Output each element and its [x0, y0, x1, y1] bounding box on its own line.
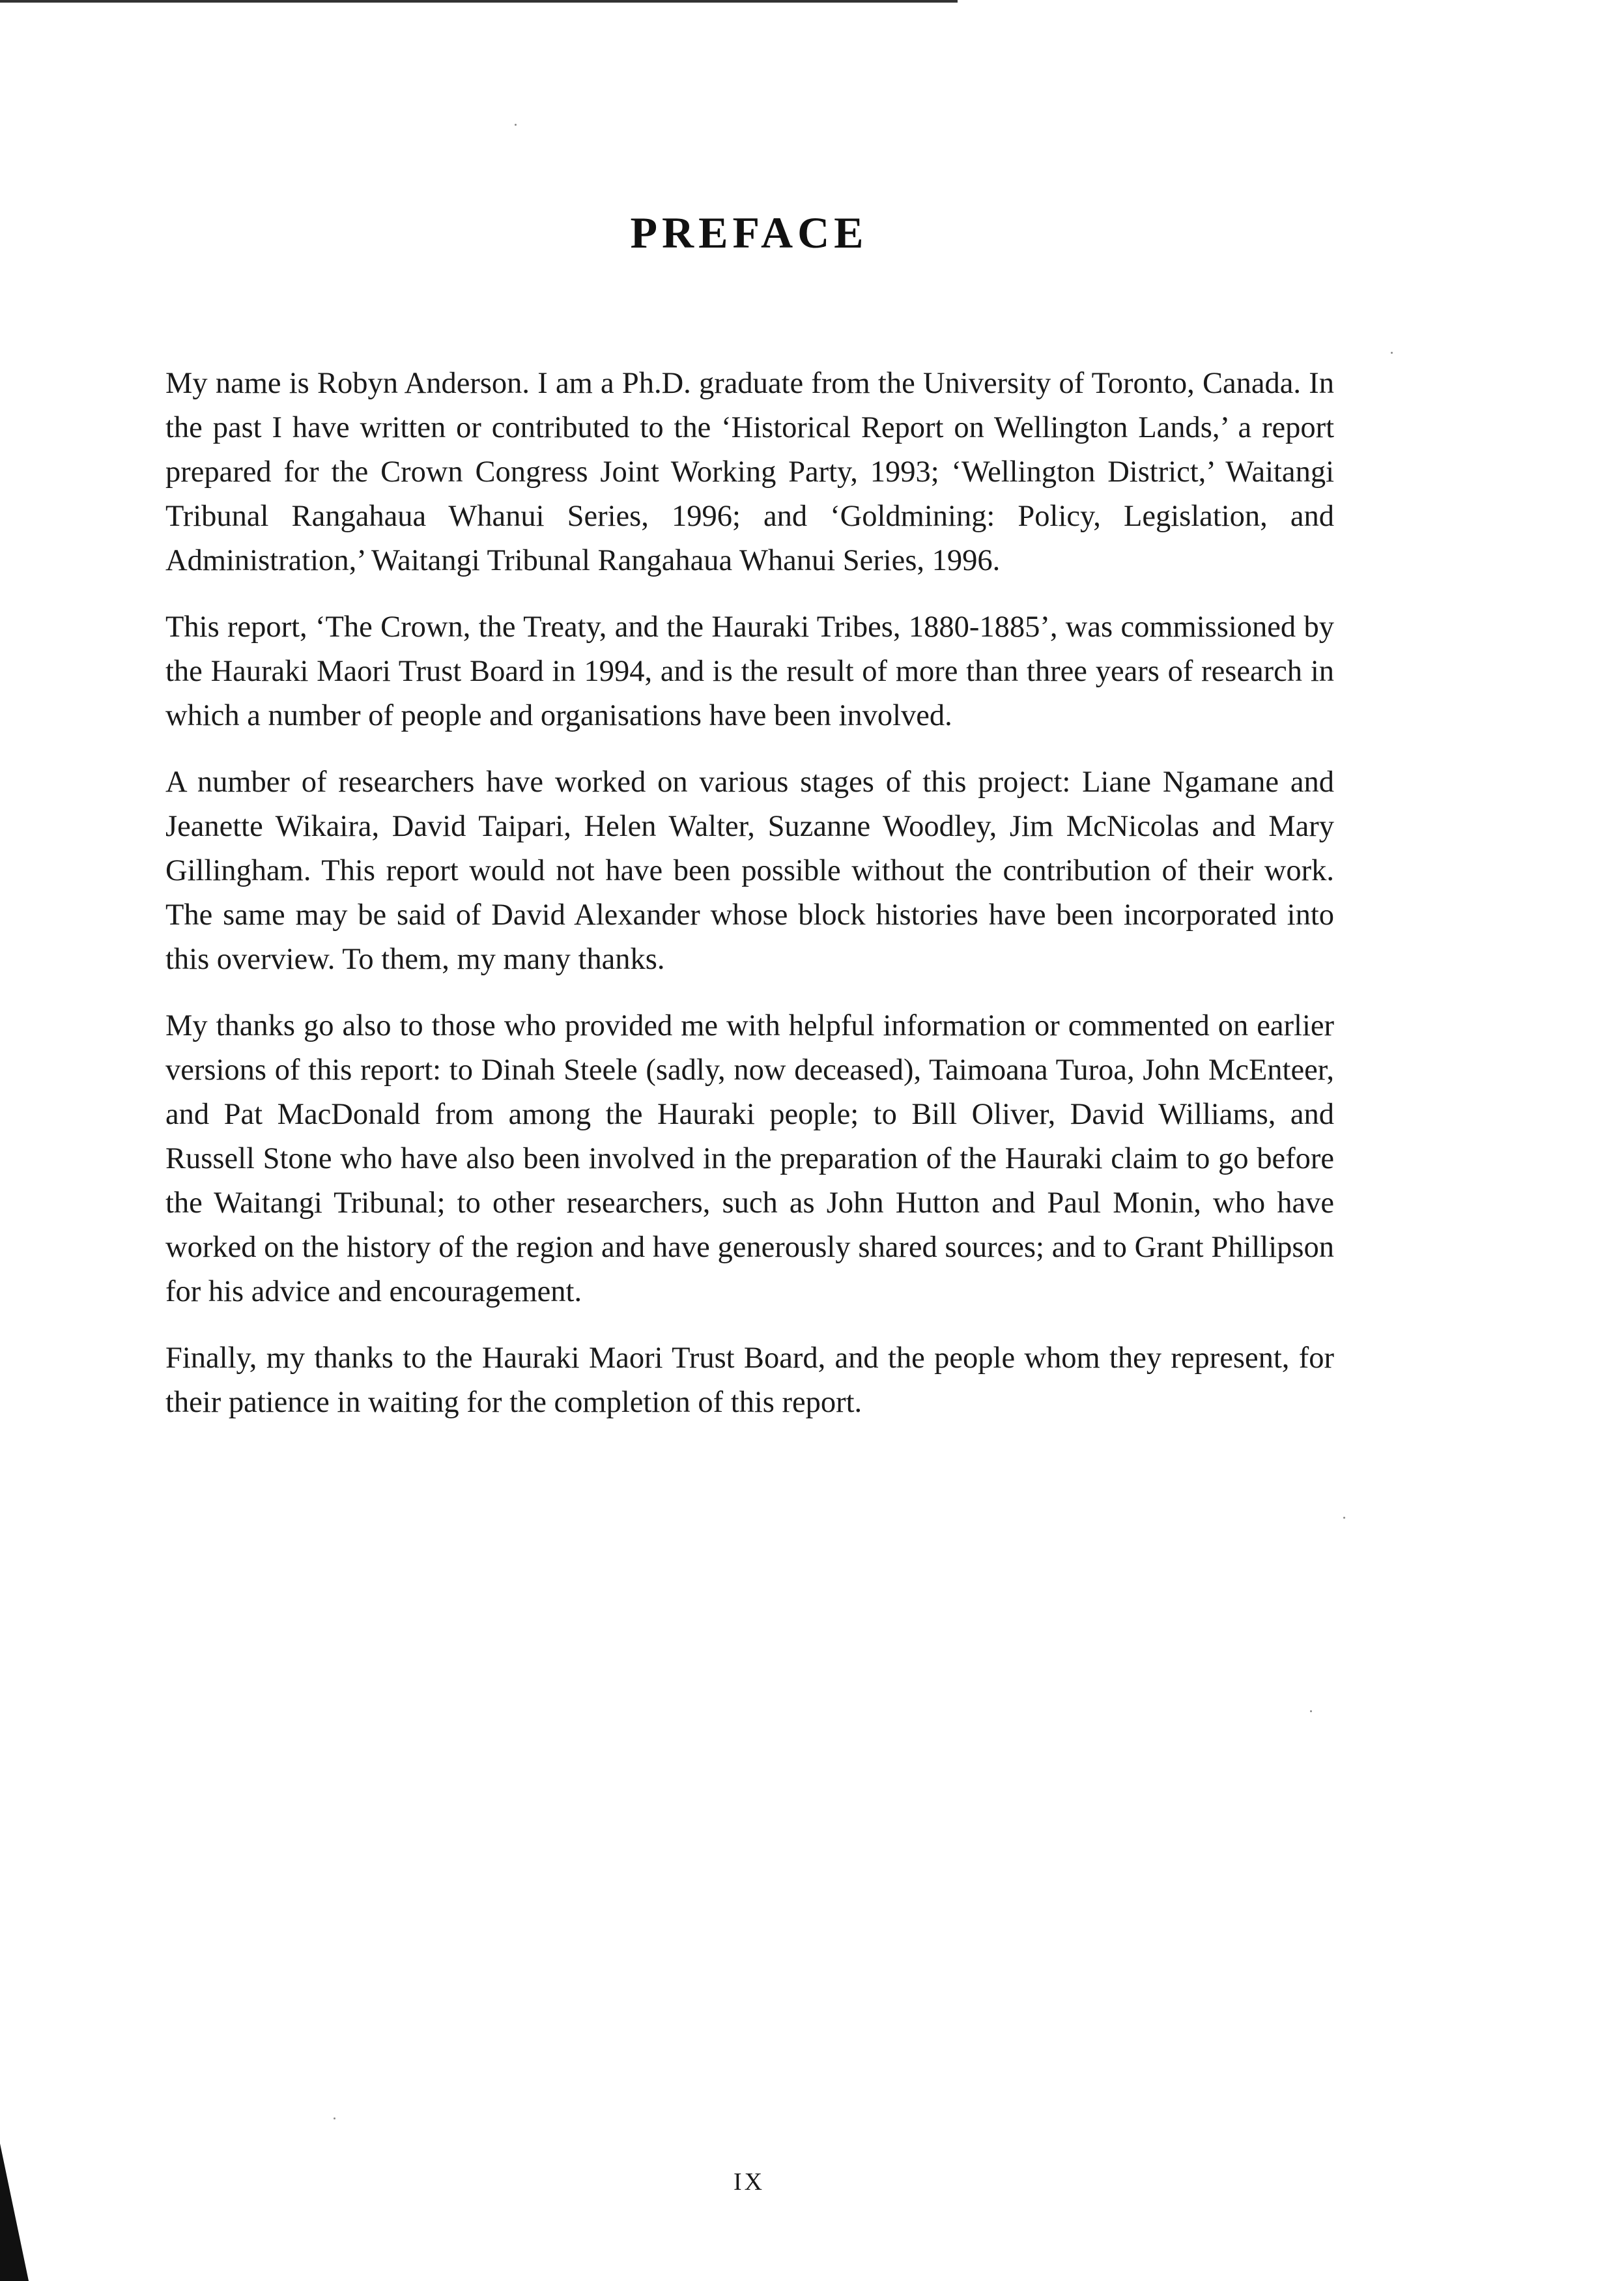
scan-speck — [1310, 1710, 1312, 1712]
paragraph-researchers: A number of researchers have worked on various stages of this project: Liane Ngamane and Jeanette Wikaira, David Taipari, Helen Walter, Suzanne Woodley, Jim McNicolas and Mary Gillingham. This report would not have been possible without the contribution of their work. The same may be said of David Alexander whose block histories have been incorporated into this overview. To them, my many thanks. — [165, 766, 1334, 976]
paragraph-author-intro: My name is Robyn Anderson. I am a Ph.D. graduate from the University of Toronto, Canada. In the past I have written or contributed to the ‘Historical Report on Wellington Lands,’ a report prepared for the Crown Congress Joint Working Party, 1993; ‘Wellington District,’ Waitangi Tribunal Rangahaua Whanui Series, 1996; and ‘Goldmining: Policy, Legislation, and Administration,’ Waitangi Tribunal Rangahaua Whanui Series, 1996. — [165, 367, 1334, 577]
scan-speck — [334, 2117, 335, 2119]
preface-body — [165, 362, 1334, 1447]
scan-speck — [515, 124, 517, 126]
scan-speck — [1343, 1517, 1345, 1519]
paragraph-report-commission: This report, ‘The Crown, the Treaty, and the Hauraki Tribes, 1880-1885’, was commissioned by the Hauraki Maori Trust Board in 1994, and is the result of more than three years of research in which a number of people and organisations have been involved. — [165, 610, 1334, 732]
paragraph-acknowledgements: My thanks go also to those who provided me with helpful information or commented on earlier versions of this report: to Dinah Steele (sadly, now deceased), Taimoana Turoa, John McEnteer, and Pat MacDonald from among the Hauraki people; to Bill Oliver, David Williams, and Russell Stone who have also been involved in the preparation of the Hauraki claim to go before the Waitangi Tribunal; to other researchers, such as John Hutton and Paul Monin, who have worked on the history of the region and have generously shared sources; and to Grant Phillipson for his advice and encouragement. — [165, 1009, 1334, 1308]
scan-edge-mark — [0, 2144, 29, 2281]
paragraph-final-thanks: Finally, my thanks to the Hauraki Maori Trust Board, and the people whom they represent, for their patience in waiting for the completion of this report. — [165, 1341, 1334, 1419]
scan-speck — [1391, 352, 1393, 354]
top-rule — [0, 0, 958, 3]
page-title: PREFACE — [630, 208, 868, 257]
page-number: IX — [733, 2168, 765, 2196]
